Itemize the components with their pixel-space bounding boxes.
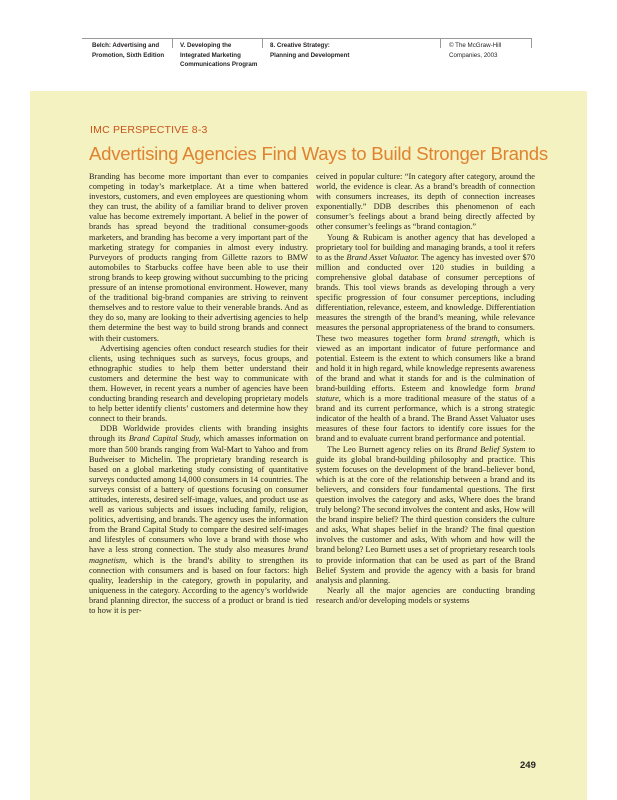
feature-kicker: IMC PERSPECTIVE 8-3 bbox=[90, 124, 208, 136]
header-part-title: V. Developing the Integrated Marketing Communications Program bbox=[180, 42, 258, 68]
text-run: Branding has become more important than ever to companies competing in today’s marketplace. At a time when battered investors, customers, and even employees are questioning whom they can trust, the ability of a familiar brand to deliver proven value has become extremely important. A belief in the power of brands has spread beyond the traditional consumer-goods marketers, and branding has become a very important part of the marketing strategy for companies in almost every industry. Purveyors of products ranging from Gillette razors to BMW automobiles to Starbucks coffee have been able to use their strong brands to keep growing without succumbing to the pricing pressure of an intense promotional environment. However, many of the traditional big-brand companies are striving to reinvent themselves and to restore value to their venerable brands. And as they do so, many are looking to their advertising agencies to help them determine the best way to build strong brands and connect with their customers. bbox=[89, 172, 308, 343]
italic-term: brand strength, bbox=[446, 333, 500, 343]
feature-title: Advertising Agencies Find Ways to Build Stronger Brands bbox=[89, 143, 548, 164]
header-book-title: Belch: Advertising and Promotion, Sixth Edition bbox=[92, 42, 165, 59]
text-run: The agency has invested over $70 million and conducted over 120 studies in building a comprehensive global database of consumer perceptions of brands. This tool views brands as developing through a very specific progression of four consumer perceptions, including differentiation, relevance, esteem, and knowledge. Differentiation measures the strength of the brand’s meaning, while relevance measures the personal appropriateness of the brand to consumers. These two measures together form bbox=[316, 252, 535, 343]
page-number: 249 bbox=[520, 760, 536, 771]
body-paragraph bbox=[316, 172, 535, 233]
body-paragraph bbox=[316, 233, 535, 445]
header-divider bbox=[262, 38, 263, 48]
text-run: DDB Worldwide provides clients with branding insights through its bbox=[89, 424, 308, 444]
italic-term: brand stature, bbox=[316, 383, 535, 404]
text-run: which amasses information on more than 500 brands ranging from Wal-Mart to Yahoo and from Budweiser to Michelin. The proprietary branding research is based on a global marketing study consisting of quantitative surveys conducted among 14,000 consumers in 14 countries. The surveys consist of a battery of questions focusing on consumer attitudes, interests, desired self-image, values, and product use as well as various subjects and issues including family, religion, politics, advertising, and brands. The agency uses the information from the Brand Capital Study to compare the desired self-images and lifestyles of consumers who love a brand with those who have a less strong connection. The study also measures bbox=[89, 434, 309, 555]
text-run: Young & Rubicam is another agency that has developed a proprietary tool for building and managing brands, a tool it refers to as the bbox=[316, 232, 535, 262]
italic-term: Brand Belief System bbox=[456, 444, 526, 454]
text-run: The Leo Burnett agency relies on its bbox=[327, 444, 457, 454]
text-run: Nearly all the major agencies are conducting branding research and/or developing models or systems bbox=[316, 585, 535, 605]
italic-term: Brand Asset Valuator. bbox=[346, 252, 419, 262]
text-run: which is a more traditional measure of the status of a brand and its current performance, which is a strong strategic indicator of the health of a brand. The Brand Asset Valuator uses measures of these four factors to identify core issues for the brand and to evaluate current brand performance and potential. bbox=[316, 394, 535, 444]
body-paragraph bbox=[89, 424, 308, 616]
text-run: ceived in popular culture: “In category after category, around the world, the evidence is clear. As a brand’s breadth of connection with consumers increases, its depth of connection increases exponentially.” DDB describes this phenomenon of each consumer’s feelings about a brand being directly affected by other consumer’s feelings as “brand contagion.” bbox=[316, 172, 535, 232]
text-run: which is the brand’s ability to strengthen its connection with consumers and is based on four factors: high quality, leadership in the category, growth in popularity, and uniqueness in the category. According to the agency’s worldwide brand planning director, the success of a product or brand is tied to how it is per- bbox=[89, 555, 308, 616]
right-column bbox=[316, 172, 535, 606]
header-divider bbox=[440, 38, 441, 48]
italic-term: brand magnetism, bbox=[89, 545, 308, 565]
text-run: which is viewed as an important indicator of future performance and potential. Esteem is the extent to which consumers like a brand and hold it in high regard, while knowledge represents awareness of the brand and what it stands for and is the culmination of brand-building efforts. Esteem and knowledge form bbox=[316, 333, 535, 393]
body-paragraph bbox=[316, 586, 535, 606]
body-paragraph bbox=[89, 344, 308, 425]
italic-term: Brand Capital Study, bbox=[128, 434, 201, 444]
header-chapter-title: 8. Creative Strategy: Planning and Development bbox=[270, 42, 350, 59]
text-run: Advertising agencies often conduct research studies for their clients, using techniques such as surveys, focus groups, and ethnographic studies to help them better understand their customers and determine the best way to communicate with them. However, in recent years a number of agencies have been conducting branding research and developing proprietary models to help better identify clients’ customers and determine how they connect to their brands. bbox=[89, 343, 308, 424]
header-divider bbox=[531, 38, 532, 48]
header-copyright: © The McGraw-Hill Companies, 2003 bbox=[449, 42, 502, 59]
text-run: to guide its global brand-building philosophy and practice. This system focuses on the development of the brand–believer bond, which is at the core of the relationship between a brand and its believers, and considers four fundamental questions. The first question involves the category and asks, Where does the brand truly belong? The second involves the content and asks, How will the brand inspire belief? The third question considers the culture and asks, What shapes belief in the brand? The final question involves the customer and asks, With whom and how will the brand belong? Leo Burnett uses a set of proprietary research tools to provide information that can be used as part of the Brand Belief System and provide the agency with a basis for brand analysis and planning. bbox=[316, 444, 536, 585]
body-paragraph bbox=[89, 172, 308, 344]
body-paragraph bbox=[316, 445, 535, 586]
left-column bbox=[89, 172, 308, 616]
header-rule bbox=[82, 38, 532, 39]
header-divider bbox=[172, 38, 173, 48]
